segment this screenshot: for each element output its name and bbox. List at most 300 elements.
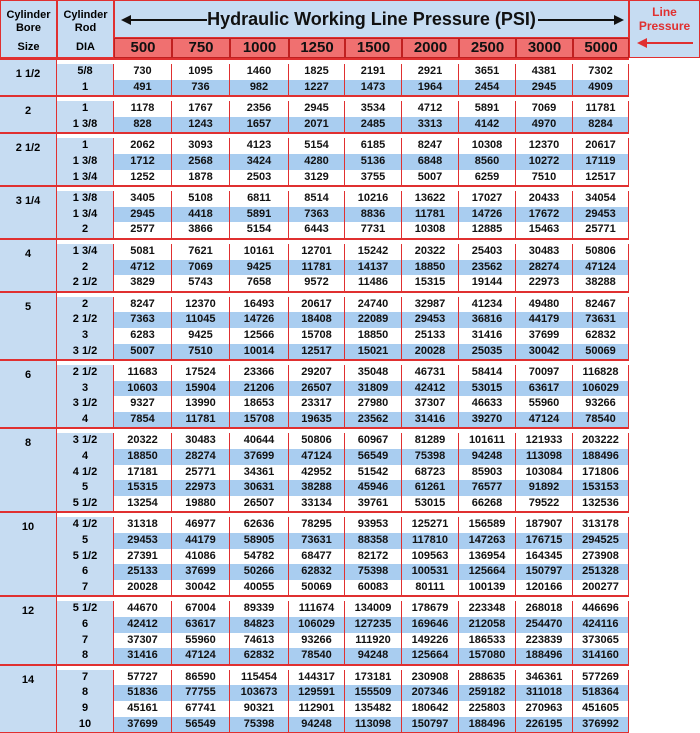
value-cell: 67004 — [172, 601, 230, 617]
value-cell: 44179 — [172, 533, 230, 549]
value-cell: 14726 — [459, 207, 516, 223]
value-cell: 22973 — [516, 275, 573, 291]
value-cell: 25771 — [172, 465, 230, 481]
value-cell: 1460 — [230, 64, 289, 80]
value-cell: 2062 — [114, 138, 172, 154]
value-cell: 2945 — [516, 80, 573, 96]
rod-dia-cell: 9 — [57, 701, 114, 717]
rod-dia-cell: 2 — [57, 222, 114, 238]
bore-header-line1: Cylinder — [6, 9, 51, 21]
value-cell: 15021 — [345, 344, 402, 360]
table-row — [0, 564, 629, 580]
value-cell: 4123 — [230, 138, 289, 154]
value-cell: 10161 — [230, 244, 289, 260]
page-title: Hydraulic Working Line Pressure (PSI) — [207, 9, 536, 29]
value-cell: 40644 — [230, 433, 289, 449]
value-cell: 147263 — [459, 533, 516, 549]
value-cell: 106029 — [573, 381, 629, 397]
value-cell: 19635 — [289, 412, 345, 428]
rod-dia-cell: 3 — [57, 328, 114, 344]
value-cell: 828 — [114, 117, 172, 133]
value-cell: 188496 — [516, 648, 573, 664]
rod-dia-cell: 5/8 — [57, 64, 114, 80]
table-row — [0, 328, 629, 344]
rod-dia-cell: 5 — [57, 533, 114, 549]
bore-group — [0, 511, 629, 595]
value-cell: 31809 — [345, 381, 402, 397]
rod-dia-cell: 8 — [57, 648, 114, 664]
value-cell: 17181 — [114, 465, 172, 481]
bore-size-cell: 14 — [0, 666, 57, 732]
value-cell: 27980 — [345, 396, 402, 412]
value-cell: 38288 — [289, 480, 345, 496]
value-cell: 20028 — [402, 344, 459, 360]
value-cell: 11781 — [402, 207, 459, 223]
value-cell: 10603 — [114, 381, 172, 397]
value-cell: 15708 — [289, 328, 345, 344]
value-cell: 15463 — [516, 222, 573, 238]
value-cell: 84823 — [230, 617, 289, 633]
value-cell: 94248 — [345, 648, 402, 664]
table-row — [0, 717, 629, 733]
value-cell: 6443 — [289, 222, 345, 238]
value-cell: 25035 — [459, 344, 516, 360]
value-cell: 9425 — [172, 328, 230, 344]
value-cell: 12370 — [172, 297, 230, 313]
table-row — [0, 344, 629, 360]
bore-size-cell: 5 — [0, 293, 57, 359]
value-cell: 90321 — [230, 701, 289, 717]
value-cell: 41234 — [459, 297, 516, 313]
value-cell: 5007 — [402, 170, 459, 186]
value-cell: 30631 — [230, 480, 289, 496]
value-cell: 270963 — [516, 701, 573, 717]
value-cell: 10216 — [345, 191, 402, 207]
value-cell: 23317 — [289, 396, 345, 412]
value-cell: 12701 — [289, 244, 345, 260]
value-cell: 82467 — [573, 297, 629, 313]
value-cell: 17672 — [516, 207, 573, 223]
value-cell: 8284 — [573, 117, 629, 133]
value-cell: 47124 — [516, 412, 573, 428]
value-cell: 134009 — [345, 601, 402, 617]
value-cell: 67741 — [172, 701, 230, 717]
value-cell: 3424 — [230, 154, 289, 170]
table-row — [0, 648, 629, 664]
value-cell: 226195 — [516, 717, 573, 733]
value-cell: 54782 — [230, 549, 289, 565]
value-cell: 288635 — [459, 670, 516, 686]
value-cell: 26507 — [289, 381, 345, 397]
value-cell: 45946 — [345, 480, 402, 496]
pressure-header-cell: 1000 — [230, 38, 289, 58]
value-cell: 173181 — [345, 670, 402, 686]
value-cell: 45161 — [114, 701, 172, 717]
value-cell: 57727 — [114, 670, 172, 686]
value-cell: 34054 — [573, 191, 629, 207]
rod-dia-cell: 5 1/2 — [57, 496, 114, 512]
value-cell: 113098 — [516, 449, 573, 465]
value-cell: 35048 — [345, 365, 402, 381]
value-cell: 1227 — [289, 80, 345, 96]
value-cell: 203222 — [573, 433, 629, 449]
table-row — [0, 381, 629, 397]
value-cell: 5743 — [172, 275, 230, 291]
bore-group — [0, 238, 629, 291]
table-row — [0, 64, 629, 80]
value-cell: 113098 — [345, 717, 402, 733]
value-cell: 25133 — [114, 564, 172, 580]
value-cell: 78540 — [289, 648, 345, 664]
value-cell: 7069 — [516, 101, 573, 117]
value-cell: 15904 — [172, 381, 230, 397]
bore-group — [0, 132, 629, 185]
value-cell: 29207 — [289, 365, 345, 381]
value-cell: 51542 — [345, 465, 402, 481]
value-cell: 76577 — [459, 480, 516, 496]
value-cell: 111674 — [289, 601, 345, 617]
value-cell: 169646 — [402, 617, 459, 633]
value-cell: 5891 — [459, 101, 516, 117]
value-cell: 75398 — [230, 717, 289, 733]
table-row — [0, 138, 629, 154]
value-cell: 313178 — [573, 517, 629, 533]
value-cell: 86590 — [172, 670, 230, 686]
value-cell: 129591 — [289, 685, 345, 701]
value-cell: 144317 — [289, 670, 345, 686]
table-row — [0, 533, 629, 549]
value-cell: 223839 — [516, 633, 573, 649]
value-cell: 19144 — [459, 275, 516, 291]
value-cell: 6811 — [230, 191, 289, 207]
value-cell: 5007 — [114, 344, 172, 360]
rod-dia-cell: 7 — [57, 670, 114, 686]
value-cell: 79522 — [516, 496, 573, 512]
value-cell: 50806 — [289, 433, 345, 449]
value-cell: 18850 — [402, 260, 459, 276]
table-body — [0, 58, 629, 733]
value-cell: 91892 — [516, 480, 573, 496]
value-cell: 80111 — [402, 580, 459, 596]
value-cell: 3534 — [345, 101, 402, 117]
rod-dia-cell: 1 3/8 — [57, 191, 114, 207]
value-cell: 78540 — [573, 412, 629, 428]
value-cell: 30483 — [516, 244, 573, 260]
value-cell: 63617 — [516, 381, 573, 397]
bore-size-cell: 2 1/2 — [0, 134, 57, 185]
value-cell: 18850 — [345, 328, 402, 344]
value-cell: 6283 — [114, 328, 172, 344]
value-cell: 125664 — [402, 648, 459, 664]
table-row — [0, 365, 629, 381]
value-cell: 17119 — [573, 154, 629, 170]
table-row — [0, 207, 629, 223]
value-cell: 29453 — [114, 533, 172, 549]
value-cell: 132536 — [573, 496, 629, 512]
value-cell: 4909 — [573, 80, 629, 96]
value-cell: 11781 — [573, 101, 629, 117]
bore-size-cell: 12 — [0, 597, 57, 663]
bore-size-cell: 1 1/2 — [0, 60, 57, 95]
rod-dia-cell: 2 — [57, 260, 114, 276]
value-cell: 346361 — [516, 670, 573, 686]
pressure-header-cell: 2500 — [459, 38, 516, 58]
rod-dia-cell: 4 — [57, 412, 114, 428]
value-cell: 101611 — [459, 433, 516, 449]
value-cell: 34361 — [230, 465, 289, 481]
value-cell: 8836 — [345, 207, 402, 223]
value-cell: 150797 — [516, 564, 573, 580]
value-cell: 294525 — [573, 533, 629, 549]
rod-dia-cell: 4 1/2 — [57, 517, 114, 533]
value-cell: 55960 — [516, 396, 573, 412]
value-cell: 73631 — [289, 533, 345, 549]
value-cell: 47124 — [573, 260, 629, 276]
value-cell: 9425 — [230, 260, 289, 276]
value-cell: 2945 — [114, 207, 172, 223]
value-cell: 23562 — [459, 260, 516, 276]
value-cell: 13990 — [172, 396, 230, 412]
value-cell: 19880 — [172, 496, 230, 512]
value-cell: 4142 — [459, 117, 516, 133]
value-cell: 46977 — [172, 517, 230, 533]
value-cell: 7302 — [573, 64, 629, 80]
value-cell: 157080 — [459, 648, 516, 664]
rod-dia-cell: 1 3/4 — [57, 170, 114, 186]
value-cell: 32987 — [402, 297, 459, 313]
value-cell: 1767 — [172, 101, 230, 117]
value-cell: 25403 — [459, 244, 516, 260]
value-cell: 29453 — [402, 312, 459, 328]
value-cell: 230908 — [402, 670, 459, 686]
value-cell: 50069 — [289, 580, 345, 596]
value-cell: 3651 — [459, 64, 516, 80]
value-cell: 18653 — [230, 396, 289, 412]
value-cell: 61261 — [402, 480, 459, 496]
value-cell: 1473 — [345, 80, 402, 96]
value-cell: 11781 — [289, 260, 345, 276]
value-cell: 8247 — [402, 138, 459, 154]
value-cell: 112901 — [289, 701, 345, 717]
table-row — [0, 670, 629, 686]
value-cell: 121933 — [516, 433, 573, 449]
value-cell: 56549 — [172, 717, 230, 733]
value-cell: 30042 — [172, 580, 230, 596]
value-cell: 85903 — [459, 465, 516, 481]
value-cell: 42412 — [114, 617, 172, 633]
value-cell: 180642 — [402, 701, 459, 717]
value-cell: 6259 — [459, 170, 516, 186]
value-cell: 14726 — [230, 312, 289, 328]
value-cell: 2485 — [345, 117, 402, 133]
table-row — [0, 685, 629, 701]
value-cell: 153153 — [573, 480, 629, 496]
value-cell: 2454 — [459, 80, 516, 96]
value-cell: 3093 — [172, 138, 230, 154]
value-cell: 1964 — [402, 80, 459, 96]
rod-dia-cell: 1 3/8 — [57, 154, 114, 170]
value-cell: 451605 — [573, 701, 629, 717]
value-cell: 37699 — [516, 328, 573, 344]
rod-dia-cell: 5 1/2 — [57, 601, 114, 617]
value-cell: 37699 — [114, 717, 172, 733]
value-cell: 577269 — [573, 670, 629, 686]
value-cell: 30483 — [172, 433, 230, 449]
value-cell: 77755 — [172, 685, 230, 701]
value-cell: 12566 — [230, 328, 289, 344]
value-cell: 15315 — [402, 275, 459, 291]
value-cell: 178679 — [402, 601, 459, 617]
value-cell: 730 — [114, 64, 172, 80]
pressure-header-cell: 500 — [114, 38, 172, 58]
value-cell: 12517 — [573, 170, 629, 186]
table-row — [0, 601, 629, 617]
value-cell: 7069 — [172, 260, 230, 276]
value-cell: 14137 — [345, 260, 402, 276]
value-cell: 7658 — [230, 275, 289, 291]
pressure-header-cell: 3000 — [516, 38, 573, 58]
bore-group — [0, 359, 629, 427]
value-cell: 15242 — [345, 244, 402, 260]
bore-size-cell: 4 — [0, 240, 57, 291]
value-cell: 25771 — [573, 222, 629, 238]
value-cell: 39270 — [459, 412, 516, 428]
value-cell: 20028 — [114, 580, 172, 596]
value-cell: 116828 — [573, 365, 629, 381]
bore-group — [0, 58, 629, 95]
value-cell: 93266 — [289, 633, 345, 649]
value-cell: 2356 — [230, 101, 289, 117]
value-cell: 5108 — [172, 191, 230, 207]
value-cell: 5136 — [345, 154, 402, 170]
value-cell: 100139 — [459, 580, 516, 596]
bore-group — [0, 427, 629, 511]
value-cell: 268018 — [516, 601, 573, 617]
value-cell: 117810 — [402, 533, 459, 549]
value-cell: 37307 — [114, 633, 172, 649]
line-pressure-label2: Pressure — [638, 19, 691, 33]
table-row — [0, 244, 629, 260]
value-cell: 373065 — [573, 633, 629, 649]
value-cell: 62832 — [230, 648, 289, 664]
value-cell: 5081 — [114, 244, 172, 260]
value-cell: 8514 — [289, 191, 345, 207]
value-cell: 37699 — [172, 564, 230, 580]
rod-dia-cell: 1 — [57, 101, 114, 117]
bore-header-sub: Size — [17, 41, 40, 53]
value-cell: 109563 — [402, 549, 459, 565]
value-cell: 424116 — [573, 617, 629, 633]
value-cell: 28274 — [172, 449, 230, 465]
pressure-header-cell: 2000 — [402, 38, 459, 58]
bore-size-header — [0, 0, 57, 58]
bore-size-cell: 3 1/4 — [0, 187, 57, 238]
value-cell: 58905 — [230, 533, 289, 549]
value-cell: 103084 — [516, 465, 573, 481]
rod-dia-cell: 4 — [57, 449, 114, 465]
bore-group — [0, 291, 629, 359]
value-cell: 13254 — [114, 496, 172, 512]
value-cell: 26507 — [230, 496, 289, 512]
value-cell: 82172 — [345, 549, 402, 565]
value-cell: 15708 — [230, 412, 289, 428]
value-cell: 982 — [230, 80, 289, 96]
value-cell: 3755 — [345, 170, 402, 186]
value-cell: 120166 — [516, 580, 573, 596]
value-cell: 188496 — [573, 449, 629, 465]
value-cell: 4712 — [402, 101, 459, 117]
value-cell: 10308 — [459, 138, 516, 154]
table-row — [0, 170, 629, 186]
value-cell: 7731 — [345, 222, 402, 238]
value-cell: 62636 — [230, 517, 289, 533]
value-cell: 49480 — [516, 297, 573, 313]
rod-dia-cell: 7 — [57, 580, 114, 596]
value-cell: 127235 — [345, 617, 402, 633]
rod-dia-cell: 2 1/2 — [57, 365, 114, 381]
value-cell: 24740 — [345, 297, 402, 313]
value-cell: 6848 — [402, 154, 459, 170]
value-cell: 164345 — [516, 549, 573, 565]
value-cell: 40055 — [230, 580, 289, 596]
value-cell: 2921 — [402, 64, 459, 80]
value-cell: 3129 — [289, 170, 345, 186]
value-cell: 10272 — [516, 154, 573, 170]
value-cell: 33134 — [289, 496, 345, 512]
value-cell: 18850 — [114, 449, 172, 465]
bore-group — [0, 95, 629, 132]
value-cell: 1825 — [289, 64, 345, 80]
value-cell: 29453 — [573, 207, 629, 223]
value-cell: 39761 — [345, 496, 402, 512]
value-cell: 251328 — [573, 564, 629, 580]
line-pressure-label1: Line — [652, 5, 677, 19]
table-row — [0, 260, 629, 276]
table-row — [0, 222, 629, 238]
value-cell: 15315 — [114, 480, 172, 496]
value-cell: 1243 — [172, 117, 230, 133]
value-cell: 13622 — [402, 191, 459, 207]
rod-dia-cell: 4 1/2 — [57, 465, 114, 481]
table-row — [0, 275, 629, 291]
value-cell: 88358 — [345, 533, 402, 549]
bore-size-cell: 6 — [0, 361, 57, 427]
rod-dia-cell: 5 — [57, 480, 114, 496]
pressure-header-row — [114, 38, 629, 58]
value-cell: 42952 — [289, 465, 345, 481]
value-cell: 81289 — [402, 433, 459, 449]
value-cell: 8560 — [459, 154, 516, 170]
value-cell: 125664 — [459, 564, 516, 580]
value-cell: 93953 — [345, 517, 402, 533]
value-cell: 136954 — [459, 549, 516, 565]
value-cell: 68477 — [289, 549, 345, 565]
value-cell: 4381 — [516, 64, 573, 80]
value-cell: 37699 — [230, 449, 289, 465]
value-cell: 4418 — [172, 207, 230, 223]
value-cell: 60083 — [345, 580, 402, 596]
bore-size-cell: 8 — [0, 429, 57, 511]
rod-dia-cell: 3 1/2 — [57, 396, 114, 412]
value-cell: 75398 — [402, 449, 459, 465]
rod-dia-cell: 7 — [57, 633, 114, 649]
pressure-header-cell: 1500 — [345, 38, 402, 58]
value-cell: 254470 — [516, 617, 573, 633]
rod-dia-cell: 3 — [57, 381, 114, 397]
value-cell: 7510 — [172, 344, 230, 360]
value-cell: 1657 — [230, 117, 289, 133]
value-cell: 36816 — [459, 312, 516, 328]
